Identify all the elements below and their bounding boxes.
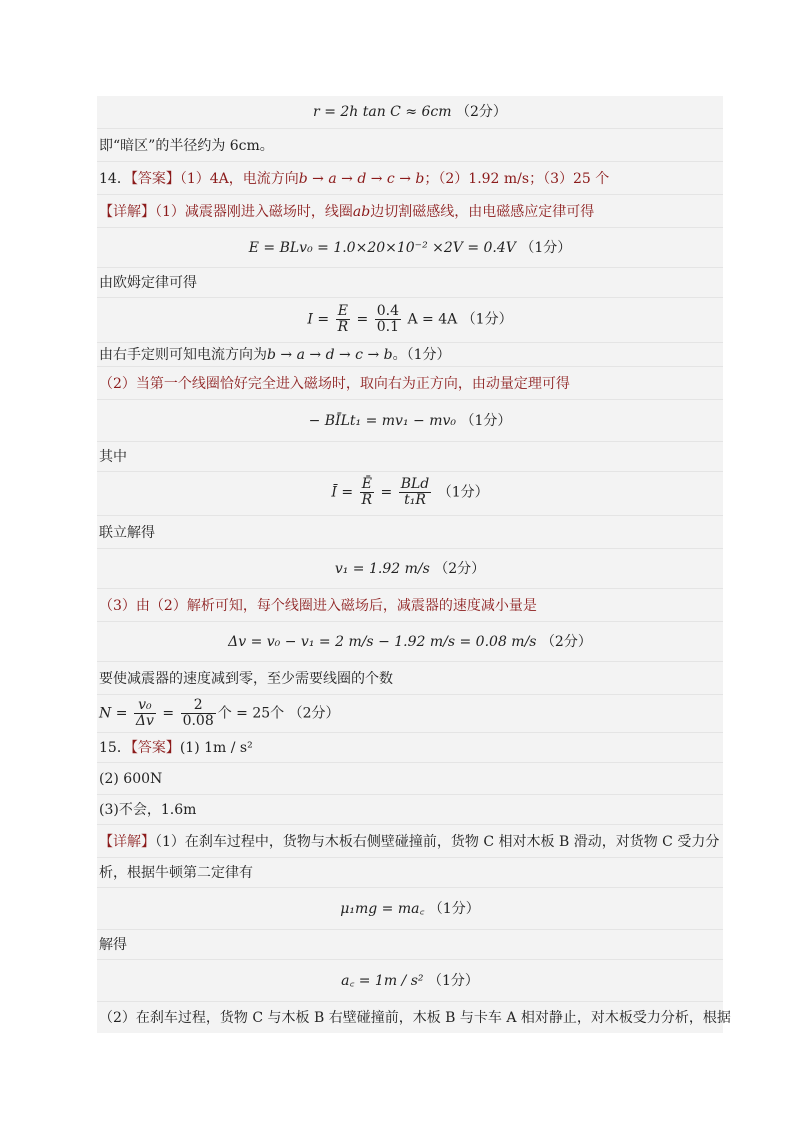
formula-i-rhs: A = 4A bbox=[407, 311, 458, 328]
score: （2分） bbox=[434, 561, 486, 577]
answer-tag: 【答案】 bbox=[130, 740, 180, 756]
where-text: 其中 bbox=[99, 449, 127, 465]
score: （1分） bbox=[520, 240, 572, 256]
score: （1分） bbox=[461, 311, 513, 328]
formula-line: I = $\frac{E}{R}$ = $\frac{0.4}{0.1}$ A = 4A （1分） bbox=[97, 298, 723, 343]
ohm-law-text: 由欧姆定律可得 bbox=[99, 275, 197, 291]
text-line bbox=[97, 268, 723, 298]
text-line bbox=[97, 1002, 731, 1033]
current-direction: b → a → d → c → b bbox=[267, 347, 393, 363]
answer-part1: (1) 1m / s² bbox=[179, 740, 253, 756]
part2-text: （2）在刹车过程，货物 C 与木板 B 右壁碰撞前，木板 B 与卡车 A 相对静止，对木板受力分析，根据 bbox=[99, 1010, 731, 1026]
formula-r: r = 2h tan C ≈ 6cm bbox=[313, 104, 452, 120]
text-line bbox=[97, 129, 723, 162]
text-line bbox=[97, 662, 723, 695]
answer-part2: ；（2）1.92 m/s；（3）25 个 bbox=[424, 171, 610, 187]
formula-line bbox=[97, 622, 723, 662]
fraction-2-over-008: $\frac{2}{0.08}$ bbox=[182, 697, 214, 729]
part2-text: （2）当第一个线圈恰好完全进入磁场时，取向右为正方向，由动量定理可得 bbox=[99, 376, 570, 392]
fraction-v0-over-dv: $\frac{\text{v₀}}{\Delta v}$ bbox=[135, 697, 154, 729]
formula-line bbox=[97, 400, 723, 442]
formula-line bbox=[97, 549, 723, 589]
text-line bbox=[97, 343, 723, 367]
solve-text: 解得 bbox=[99, 937, 127, 953]
score: （2分） bbox=[456, 104, 507, 120]
answer-part1: （1）4A，电流方向 bbox=[179, 171, 299, 187]
formula-emf: E = BLv₀ = 1.0×20×10⁻² ×2V = 0.4V bbox=[248, 240, 516, 256]
formula-momentum: − BĪLt₁ = mv₁ − mv₀ bbox=[308, 413, 456, 429]
coil-count-text: 要使减震器的速度减到零，至少需要线圈的个数 bbox=[99, 671, 393, 687]
answer-line-14 bbox=[97, 162, 723, 195]
fraction-e-over-r: $\frac{E}{R}$ bbox=[337, 303, 349, 335]
dark-zone-radius-text: 即“暗区”的半径约为 6cm。 bbox=[99, 138, 274, 154]
text-line bbox=[97, 589, 723, 622]
text-line bbox=[97, 795, 723, 825]
formula-line bbox=[97, 96, 723, 129]
coil-side-ab: ab bbox=[352, 204, 371, 220]
detail-text2: 边切割磁感线，由电磁感应定律可得 bbox=[370, 204, 595, 220]
solution-content bbox=[97, 96, 731, 1033]
formula-line bbox=[97, 888, 723, 930]
answer-line-15 bbox=[97, 733, 723, 763]
solve-text: 联立解得 bbox=[99, 525, 155, 541]
part3-text: （3）由（2）解析可知，每个线圈进入磁场后，减震器的速度减小量是 bbox=[99, 598, 537, 614]
detail-line bbox=[97, 195, 723, 228]
formula-n-rhs: 个 = 25个 bbox=[217, 705, 285, 722]
score: （1分） bbox=[437, 484, 489, 501]
question-number: 14． bbox=[99, 171, 131, 187]
question-number: 15． bbox=[99, 740, 131, 756]
formula-avg-i-lhs: Ī = bbox=[331, 484, 354, 501]
current-direction: b → a → d → c → b bbox=[298, 171, 425, 187]
score: （1分） bbox=[460, 413, 512, 429]
score: 。（1分） bbox=[392, 347, 451, 363]
answer-tag: 【答案】 bbox=[130, 171, 180, 187]
formula-line bbox=[97, 228, 723, 268]
score: （2分） bbox=[540, 634, 592, 650]
fraction-avg-e-over-r: $\frac{Ē}{R}$ bbox=[361, 476, 373, 508]
answer-part3: (3)不会，1.6m bbox=[99, 802, 197, 818]
detail-text: （1）减震器刚进入磁场时，线圈 bbox=[155, 204, 353, 220]
detail-tag: 【详解】 bbox=[99, 834, 155, 850]
formula-n-lhs: N = bbox=[99, 705, 128, 722]
text-line bbox=[97, 763, 723, 795]
formula-v1: v₁ = 1.92 m/s bbox=[334, 561, 430, 577]
text-line bbox=[97, 858, 723, 888]
formula-line: N = $\frac{\text{v₀}}{\Delta v}$ = $\frac{2}{0.08}$ 个 = 25个 （2分） bbox=[97, 695, 723, 733]
newton-law-text: 析，根据牛顿第二定律有 bbox=[99, 865, 253, 881]
formula-line bbox=[97, 960, 723, 1002]
score: （1分） bbox=[428, 901, 480, 917]
text-line bbox=[97, 442, 723, 472]
formula-line: Ī = $\frac{Ē}{R}$ = $\frac{\text{BLd}}{\text{t₁R}}$ （1分） bbox=[97, 472, 723, 516]
answer-part2: (2) 600N bbox=[99, 771, 163, 787]
formula-ac: a꜀ = 1m / s² bbox=[341, 973, 424, 989]
formula-i-lhs: I = bbox=[307, 311, 330, 328]
score: （2分） bbox=[288, 705, 340, 722]
fraction-bld: $\frac{\text{BLd}}{\text{t₁R}}$ bbox=[400, 476, 430, 508]
detail-line bbox=[97, 825, 723, 858]
fraction-numeric: $\frac{0.4}{0.1}$ bbox=[376, 303, 400, 335]
text-line bbox=[97, 930, 723, 960]
detail-tag: 【详解】 bbox=[99, 204, 155, 220]
detail-text: （1）在刹车过程中，货物与木板右侧壁碰撞前，货物 C 相对木板 B 滑动，对货物 C 受力分 bbox=[155, 834, 720, 850]
formula-delta-v: Δv = v₀ − v₁ = 2 m/s − 1.92 m/s = 0.08 m/s bbox=[228, 634, 537, 650]
score: （1分） bbox=[427, 973, 479, 989]
formula-friction: μ₁mg = ma꜀ bbox=[340, 901, 425, 917]
text-line bbox=[97, 367, 723, 400]
right-hand-rule-text: 由右手定则可知电流方向为 bbox=[99, 347, 267, 363]
text-line bbox=[97, 516, 723, 549]
